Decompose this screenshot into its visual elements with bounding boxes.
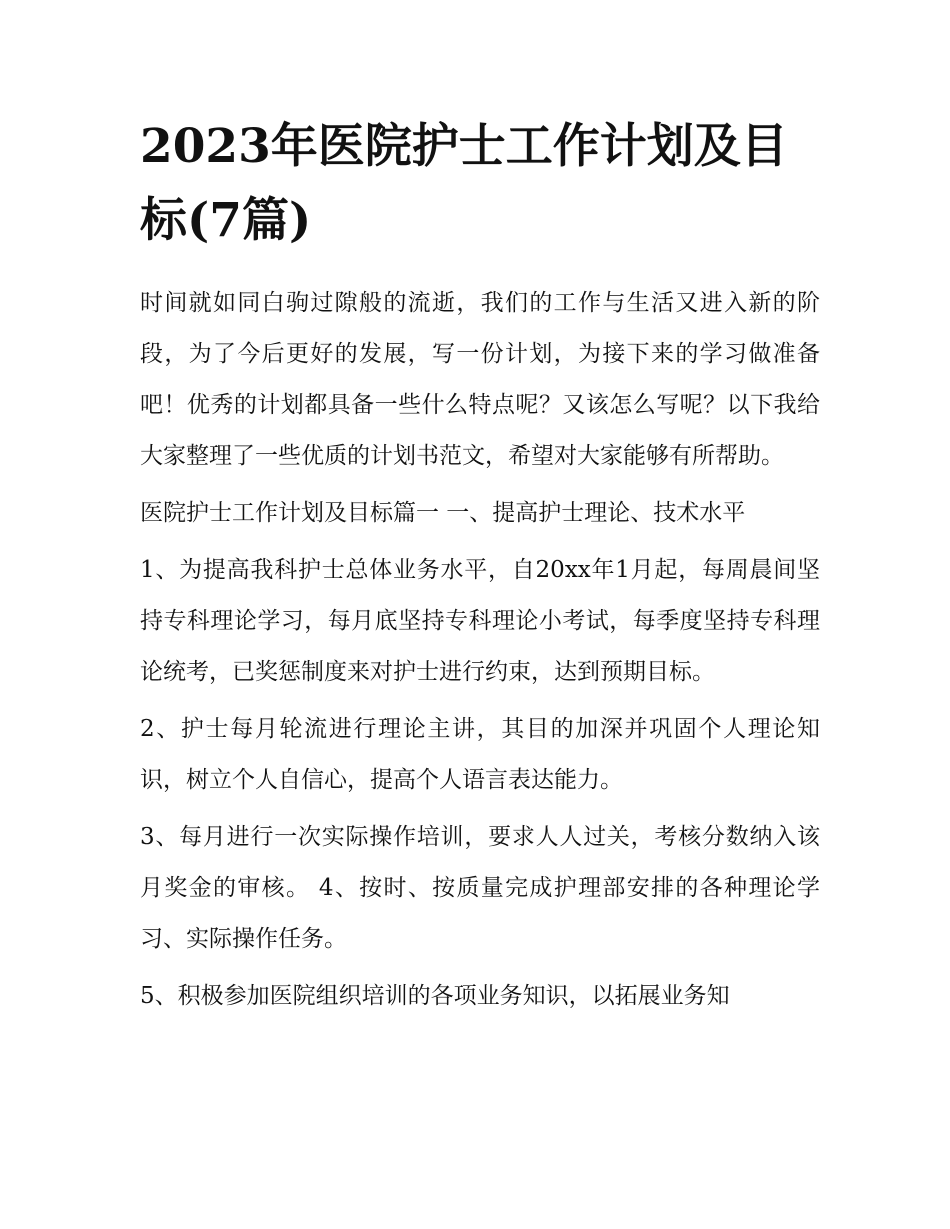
intro-paragraph: 时间就如同白驹过隙般的流逝，我们的工作与生活又进入新的阶段，为了今后更好的发展，写一份计划，为接下来的学习做准备吧！优秀的计划都具备一些什么特点呢？又该怎么写呢？以下我给大家整理了一些优质的计划书范文，希望对大家能够有所帮助。: [140, 290, 820, 469]
item-3-4-paragraph: 3、每月进行一次实际操作培训，要求人人过关，考核分数纳入该月奖金的审核。 4、按时、按质量完成护理部安排的各种理论学习、实际操作任务。: [140, 824, 820, 952]
section-heading-paragraph: 医院护士工作计划及目标篇一 一、提高护士理论、技术水平: [140, 500, 746, 526]
item-5-paragraph: 5、积极参加医院组织培训的各项业务知识，以拓展业务知: [140, 983, 730, 1009]
item-2-paragraph: 2、护士每月轮流进行理论主讲，其目的加深并巩固个人理论知识，树立个人自信心，提高个人语言表达能力。: [140, 716, 820, 793]
item-1-paragraph: 1、为提高我科护士总体业务水平，自20xx年1月起，每周晨间坚持专科理论学习，每月底坚持专科理论小考试，每季度坚持专科理论统考，已奖惩制度来对护士进行约束，达到预期目标。: [140, 557, 820, 685]
document-title: 2023年医院护士工作计划及目标(7篇): [140, 119, 788, 248]
document-page: [140, 110, 820, 1022]
